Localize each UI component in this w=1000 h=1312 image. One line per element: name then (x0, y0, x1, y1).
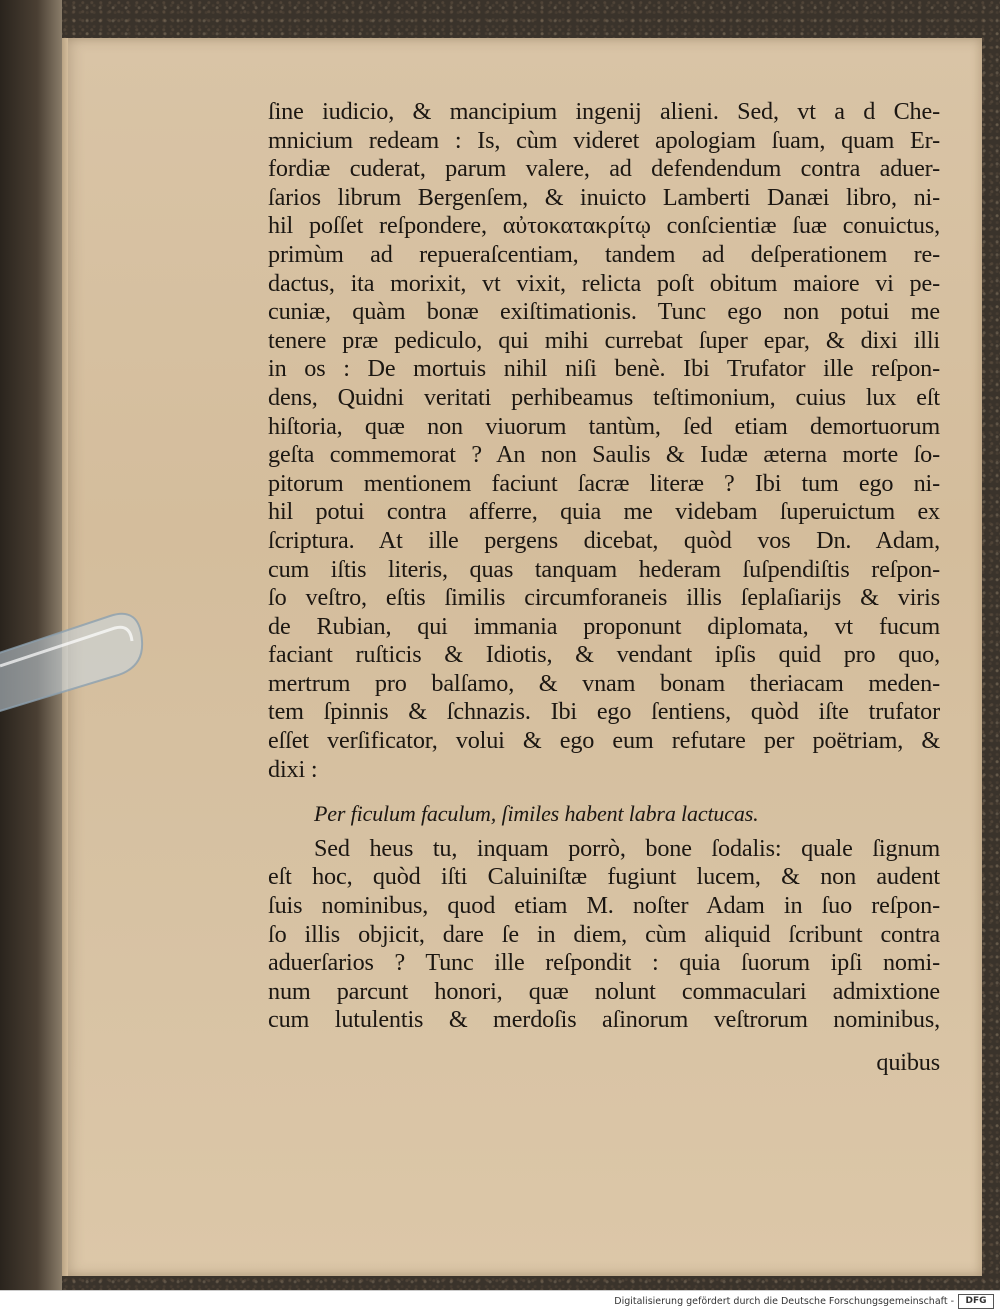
text-line: tem ſpinnis & ſchnazis. Ibi ego ſentiens, quòd iſte trufator (268, 698, 940, 726)
catchword: quibus (876, 1049, 940, 1076)
text-line: mnicium redeam : Is, cùm videret apologiam ſuam, quam Er- (268, 126, 940, 154)
text-line: geſta commemorat ? An non Saulis & Iudæ æterna morte ſo- (268, 441, 940, 469)
text-line: dens, Quidni veritati perhibeamus teſtimonium, cuius lux eſt (268, 383, 940, 411)
text-line: ſarios librum Bergenſem, & inuicto Lamberti Danæi libro, ni- (268, 183, 940, 211)
text-line: ſuis nominibus, quod etiam M. noſter Adam in ſuo reſpon- (268, 892, 940, 920)
text-line: cum lutulentis & merdoſis aſinorum veſtrorum nominibus, (268, 1006, 940, 1034)
text-line: eſſet verſificator, volui & ego eum refutare per poëtriam, & (268, 727, 940, 755)
text-line: pitorum mentionem faciunt ſacræ literæ ? Ibi tum ego ni- (268, 469, 940, 497)
dfg-logo: DFG (958, 1294, 994, 1309)
funding-credit: Digitalisierung gefördert durch die Deutsche Forschungsgemeinschaft - (614, 1296, 954, 1307)
text-line: hil poſſet reſpondere, αὐτοκατακρίτῳ conſcientiæ ſuæ conuictus, (268, 212, 940, 240)
text-line: ſo veſtro, eſtis ſimilis circumforaneis illis ſeplaſiarijs & viris (268, 584, 940, 612)
verse-line: Per ficulum faculum, ſimiles habent labra lactucas. (314, 801, 759, 827)
text-line: dixi : (268, 755, 318, 783)
text-line: dactus, ita morixit, vt vixit, relicta poſt obitum maiore vi pe- (268, 269, 940, 297)
text-line: hiſtoria, quæ non viuorum tantùm, ſed etiam demortuorum (268, 412, 940, 440)
text-line: num parcunt honori, quæ nolunt commaculari admixtione (268, 977, 940, 1005)
text-line: faciant ruſticis & Idiotis, & vendant ipſis quid pro quo, (268, 641, 940, 669)
text-line: mertrum pro balſamo, & vnam bonam theriacam meden- (268, 669, 940, 697)
text-line: ſine iudicio, & mancipium ingenij alieni. Sed, vt a d Che- (268, 98, 940, 125)
text-line: hil potui contra afferre, quia me videbam ſuperuictum ex (268, 498, 940, 526)
text-line: aduerſarios ? Tunc ille reſpondit : quia ſuorum ipſi nomi- (268, 949, 940, 977)
text-line: ſcriptura. At ille pergens dicebat, quòd vos Dn. Adam, (268, 526, 940, 554)
page-holder-clip-icon (0, 606, 150, 716)
text-line: in os : De mortuis nihil niſi benè. Ibi Trufator ille reſpon- (268, 355, 940, 383)
text-line: tenere præ pediculo, qui mihi currebat ſuper epar, & dixi illi (268, 326, 940, 354)
text-line: primùm ad repueraſcentiam, tandem ad deſperationem re- (268, 240, 940, 268)
text-line: eſt hoc, quòd iſti Caluiniſtæ fugiunt lucem, & non audent (268, 863, 940, 891)
text-line: fordiæ cuderat, parum valere, ad defendendum contra aduer- (268, 155, 940, 183)
text-line: cuniæ, quàm bonæ exiſtimationis. Tunc ego non potui me (268, 298, 940, 326)
page-text (268, 98, 940, 1078)
text-line: ſo illis objicit, dare ſe in diem, cùm aliquid ſcribunt contra (268, 920, 940, 948)
text-line: Sed heus tu, inquam porrò, bone ſodalis: quale ſignum (314, 834, 940, 862)
text-line: de Rubian, qui immania proponunt diplomata, vt fucum (268, 612, 940, 640)
text-line: cum iſtis literis, quas tanquam hederam ſuſpendiſtis reſpon- (268, 555, 940, 583)
